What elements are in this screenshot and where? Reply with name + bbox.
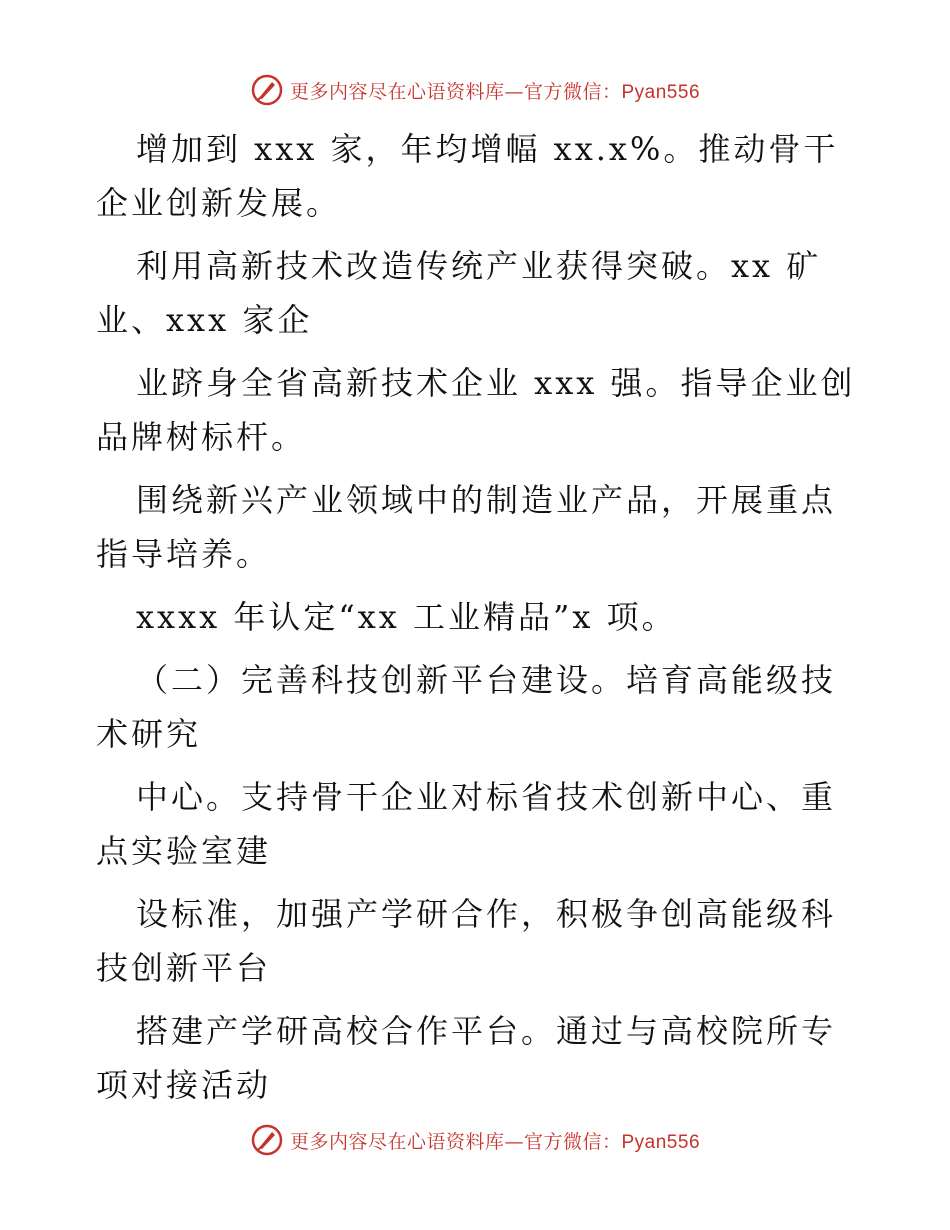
document-body xyxy=(96,122,866,1121)
paragraph-2: 利用高新技术改造传统产业获得突破。xx 矿业、xxx 家企 xyxy=(96,247,822,339)
paragraph-5: xxxx 年认定“xx 工业精品”x 项。 xyxy=(136,598,677,636)
watermark-text: 更多内容尽在心语资料库—官方微信：Pyan556 xyxy=(289,80,701,103)
paragraph-8: 设标准，加强产学研合作，积极争创高能级科技创新平台 xyxy=(96,895,837,987)
paragraph-1: 增加到 xxx 家，年均增幅 xx.x%。推动骨干企业创新发展。 xyxy=(96,130,839,222)
quill-circle-icon xyxy=(250,73,284,107)
watermark-text: 更多内容尽在心语资料库—官方微信：Pyan556 xyxy=(289,1130,701,1153)
watermark-wechat: Pyan556 xyxy=(621,81,701,103)
paragraph-7: 中心。支持骨干企业对标省技术创新中心、重点实验室建 xyxy=(96,778,837,870)
paragraph-6: （二）完善科技创新平台建设。培育高能级技术研究 xyxy=(96,661,837,753)
paragraph-3: 业跻身全省高新技术企业 xxx 强。指导企业创品牌树标杆。 xyxy=(96,364,856,456)
header-watermark xyxy=(0,70,950,110)
paragraph-9: 搭建产学研高校合作平台。通过与高校院所专项对接活动 xyxy=(96,1012,837,1104)
watermark-wechat: Pyan556 xyxy=(621,1131,701,1153)
paragraph-4: 围绕新兴产业领域中的制造业产品，开展重点指导培养。 xyxy=(96,481,837,573)
quill-circle-icon xyxy=(250,1123,284,1157)
footer-watermark xyxy=(0,1120,950,1160)
